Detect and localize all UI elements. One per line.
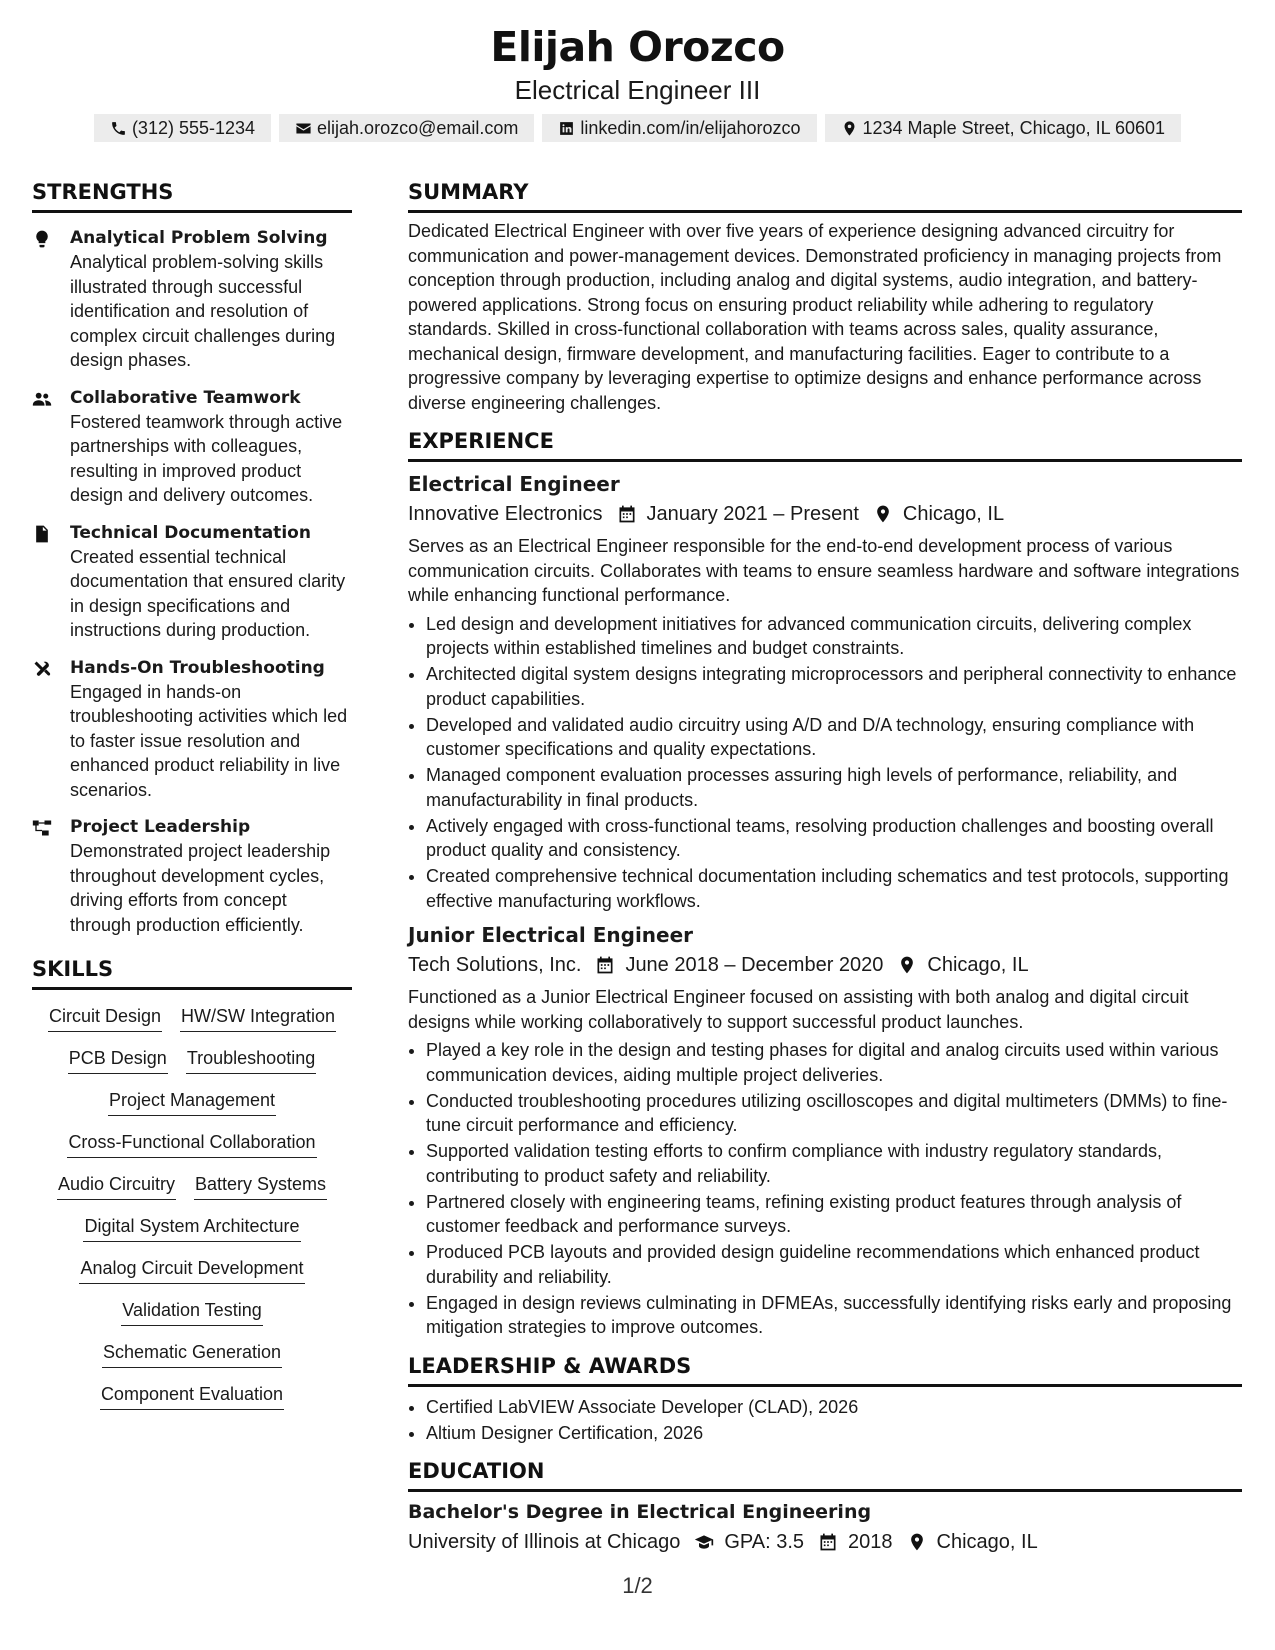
education-location: Chicago, IL	[936, 1531, 1038, 1553]
company-name: Tech Solutions, Inc.	[408, 954, 582, 976]
job-location: Chicago, IL	[902, 503, 1005, 525]
job-title: Junior Electrical Engineer	[408, 923, 694, 947]
job-title: Electrical Engineer	[408, 472, 620, 496]
contact-linkedin[interactable]	[542, 114, 816, 142]
bullet-item: • Actively engaged with cross-functional teams, resolving production challenges and boosting overall product quality and consistency.	[426, 814, 1242, 863]
skill-tag: Schematic Generation	[102, 1340, 282, 1368]
skill-tag: HW/SW Integration	[180, 1004, 336, 1032]
experience-heading: EXPERIENCE	[408, 427, 1242, 462]
lightbulb-icon	[32, 229, 52, 249]
calendar-icon	[595, 955, 615, 975]
job-entry	[408, 470, 1242, 913]
tools-icon	[32, 659, 52, 679]
address-text: 1234 Maple Street, Chicago, IL 60601	[862, 117, 1166, 138]
bullet-item: • Led design and development initiatives for advanced communication circuits, delivering complex projects within established timelines and budget constraints.	[426, 612, 1242, 661]
bullet-item: • Architected digital system designs integrating microprocessors and peripheral connectivity to enhance product capabilities.	[426, 662, 1242, 711]
summary-text: Dedicated Electrical Engineer with over five years of experience designing advanced circuitry for communication and power-management devices. Demonstrated proficiency in managing projects from conception through production, including analog and digital systems, audio integration, and battery-powered applications. Strong focus on ensuring product reliability while adhering to regulatory standards. Skilled in cross-functional collaboration with teams across sales, quality assurance, mechanical design, firmware development, and manufacturing facilities. Eager to contribute to a progressive company by leveraging expertise to optimize designs and enhance performance across diverse engineering challenges.	[408, 221, 1222, 413]
graduation-cap-icon	[694, 1532, 714, 1552]
skill-tag: Troubleshooting	[186, 1046, 316, 1074]
phone-icon	[110, 120, 127, 137]
strength-item	[32, 226, 352, 373]
strength-description: Analytical problem-solving skills illustrated through successful identification and resolution of complex circuit challenges during design phases.	[70, 252, 336, 370]
candidate-name: Elijah Orozco	[490, 23, 785, 71]
awards-list	[408, 1395, 1242, 1446]
calendar-icon	[617, 504, 637, 524]
bullet-item: • Engaged in design reviews culminating in DFMEAs, successfully identifying risks early and proposing mitigation strategies to improve outcomes.	[426, 1291, 1242, 1340]
contact-address	[825, 114, 1182, 142]
bullet-item: • Supported validation testing efforts to confirm compliance with industry regulatory standards, contributing to product safety and reliability.	[426, 1139, 1242, 1188]
job-bullets	[408, 1038, 1242, 1340]
strength-item	[32, 521, 352, 643]
school-name: University of Illinois at Chicago	[408, 1531, 681, 1553]
skills-heading: SKILLS	[32, 955, 352, 990]
linkedin-icon	[558, 120, 575, 137]
degree-title: Bachelor's Degree in Electrical Engineering	[408, 1501, 872, 1523]
job-meta	[408, 951, 1242, 979]
left-column	[32, 178, 352, 1410]
sitemap-icon	[32, 818, 52, 838]
map-marker-icon	[873, 504, 893, 524]
skill-tag: Analog Circuit Development	[79, 1256, 304, 1284]
map-marker-icon	[841, 120, 858, 137]
graduation-year: 2018	[848, 1531, 893, 1553]
skill-tag: Component Evaluation	[100, 1382, 284, 1410]
page-number: 1/2	[622, 1573, 653, 1598]
calendar-icon	[818, 1532, 838, 1552]
skill-tag: Circuit Design	[48, 1004, 162, 1032]
strength-title: Technical Documentation	[70, 522, 311, 543]
job-dates: January 2021 – Present	[646, 503, 859, 525]
bullet-item: • Created comprehensive technical documentation including schematics and test protocols, supporting effective manufacturing workflows.	[426, 864, 1242, 913]
skill-tag: Battery Systems	[194, 1172, 327, 1200]
map-marker-icon	[907, 1532, 927, 1552]
bullet-item: • Played a key role in the design and testing phases for digital and analog circuits used within various communication devices, aiding multiple project deliveries.	[426, 1038, 1242, 1087]
job-description: Serves as an Electrical Engineer responsible for the end-to-end development process of various communication circuits. Collaborates with teams to ensure seamless hardware and software integrations while enhancing functional performance.	[408, 536, 1240, 605]
strength-description: Engaged in hands-on troubleshooting activities which led to faster issue resolution and enhanced product reliability in live scenarios.	[70, 681, 348, 800]
contact-bar	[0, 114, 1275, 142]
education-meta	[408, 1528, 1242, 1556]
envelope-icon	[295, 120, 312, 137]
skill-tag: PCB Design	[68, 1046, 168, 1074]
skill-tag: Audio Circuitry	[57, 1172, 176, 1200]
skill-tag: Project Management	[108, 1088, 276, 1116]
strength-title: Collaborative Teamwork	[70, 387, 301, 408]
job-meta	[408, 500, 1242, 528]
strength-title: Analytical Problem Solving	[70, 228, 328, 248]
strength-title: Project Leadership	[70, 817, 251, 837]
award-item: • Altium Designer Certification, 2026	[426, 1421, 1242, 1446]
strength-description: Fostered teamwork through active partnerships with colleagues, resulting in improved product design and delivery outcomes.	[70, 411, 343, 505]
summary-heading: SUMMARY	[408, 178, 1242, 213]
resume-header	[0, 20, 1275, 142]
bullet-item: • Managed component evaluation processes assuring high levels of performance, reliability, and manufacturability in final products.	[426, 763, 1242, 812]
gpa-text: GPA: 3.5	[724, 1531, 805, 1553]
skills-list	[32, 1004, 352, 1410]
skill-tag: Digital System Architecture	[83, 1214, 300, 1242]
contact-email[interactable]	[279, 114, 534, 142]
map-marker-icon	[897, 955, 917, 975]
skill-tag: Cross-Functional Collaboration	[67, 1130, 316, 1158]
strength-item	[32, 815, 352, 937]
award-item: • Certified LabVIEW Associate Developer (CLAD), 2026	[426, 1395, 1242, 1420]
users-icon	[32, 389, 52, 409]
bullet-item: • Conducted troubleshooting procedures utilizing oscilloscopes and digital multimeters (DMMs) to fine-tune circuit performance and efficiency.	[426, 1089, 1242, 1138]
job-location: Chicago, IL	[927, 954, 1029, 976]
document-icon	[32, 524, 52, 544]
bullet-item: • Developed and validated audio circuitry using A/D and D/A technology, ensuring compliance with customer specifications and quality expectations.	[426, 713, 1242, 762]
bullet-item: • Produced PCB layouts and provided design guideline recommendations which enhanced product durability and reliability.	[426, 1240, 1242, 1289]
education-heading: EDUCATION	[408, 1457, 1242, 1492]
job-bullets	[408, 612, 1242, 914]
email-text: elijah.orozco@email.com	[317, 117, 519, 138]
skill-tag: Validation Testing	[121, 1298, 262, 1326]
job-entry	[408, 921, 1242, 1340]
strength-item	[32, 656, 352, 803]
phone-text: (312) 555-1234	[131, 117, 256, 138]
right-column	[408, 178, 1242, 1556]
strength-description: Created essential technical documentation that ensured clarity in design specifications and instructions during production.	[70, 546, 346, 640]
contact-phone[interactable]	[94, 114, 271, 142]
job-dates: June 2018 – December 2020	[625, 954, 884, 976]
linkedin-text: linkedin.com/in/elijahorozco	[580, 117, 801, 138]
strength-title: Hands-On Troubleshooting	[70, 657, 325, 678]
awards-heading: LEADERSHIP & AWARDS	[408, 1352, 1242, 1387]
strength-item	[32, 386, 352, 508]
bullet-item: • Partnered closely with engineering teams, refining existing product features through analysis of customer feedback and performance surveys.	[426, 1190, 1242, 1239]
strength-description: Demonstrated project leadership throughout development cycles, driving efforts from concept through production efficiently.	[70, 841, 331, 935]
company-name: Innovative Electronics	[408, 503, 603, 525]
job-description: Functioned as a Junior Electrical Engineer focused on assisting with both analog and digital circuit designs while working collaboratively to support successful product launches.	[408, 987, 1189, 1032]
strengths-heading: STRENGTHS	[32, 178, 352, 213]
job-title-headline: Electrical Engineer III	[514, 75, 761, 105]
